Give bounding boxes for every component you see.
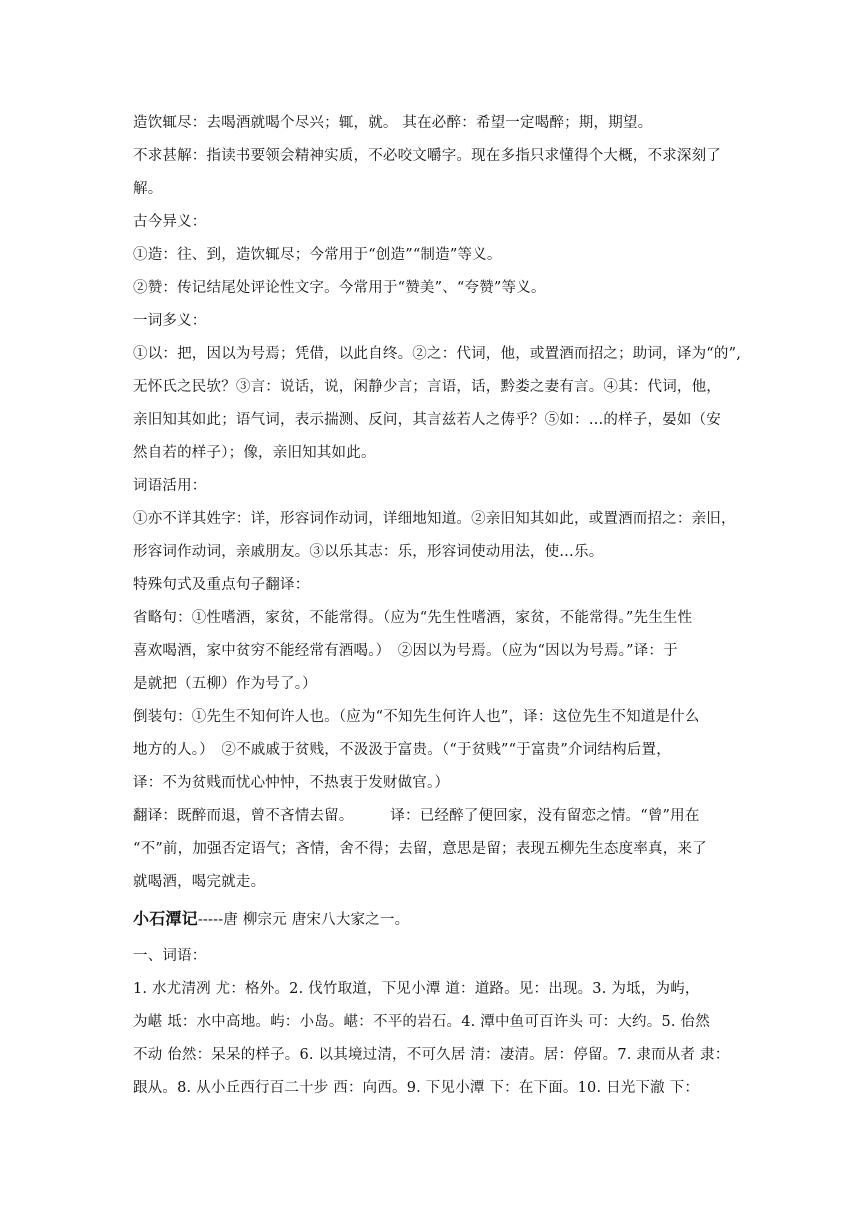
text-line: 是就把（五柳）作为号了。） [133,676,317,692]
text-line: 无怀氏之民欤？③言：说话，说，闲静少言；言语，话，黔娄之妻有言。④其：代词，他， [133,379,721,395]
text-line: 地方的人。） ②不戚戚于贫贱，不汲汲于富贵。（“于贫贱”“于富贵”介词结构后置， [133,742,671,758]
heading-line: 古今异义： [133,214,207,230]
text-line: 跟从。8. 从小丘西行百二十步 西：向西。9. 下见小潭 下：在下面。10. 日光下澈 下： [133,1080,700,1096]
text-line: 1. 水尤清冽 尤：格外。2. 伐竹取道，下见小潭 道：道路。见：出现。3. 为坻，为屿， [133,981,700,997]
text-line: 就喝酒，喝完就走。 [133,874,266,890]
text-line: 亲旧知其如此；语气词，表示揣测、反问，其言兹若人之俦乎？⑤如：…的样子，晏如（安 [133,412,721,428]
text-line: 不动 佁然：呆呆的样子。6. 以其境过清，不可久居 清：凄清。居：停留。7. 隶而从者 隶： [133,1047,730,1063]
heading-line: 词语活用： [133,478,207,494]
heading-line: 一、词语： [133,948,207,964]
section-title-subtitle: -----唐 柳宗元 唐宋八大家之一。 [197,912,410,928]
section-title-main: 小石潭记 [133,909,198,928]
text-line: 翻译：既醉而退，曾不吝情去留。 译：已经醉了便回家，没有留恋之情。“曾”用在 [133,808,700,824]
heading-line: 特殊句式及重点句子翻译： [133,577,310,593]
text-line: ①以：把，因以为号焉；凭借，以此自终。②之：代词，他，或置酒而招之；助词，译为“的”, [133,346,742,362]
text-line: ②赞：传记结尾处评论性文字。今常用于“赞美”、“夸赞”等义。 [133,280,546,296]
text-line: 解。 [133,181,163,197]
section-title [133,899,737,940]
text-line: 形容词作动词，亲戚朋友。③以乐其志：乐，形容词使动用法，使…乐。 [133,544,604,560]
document-body [133,107,742,1105]
text-line: 造饮辄尽：去喝酒就喝个尽兴；辄，就。 其在必醉：希望一定喝醉；期，期望。 [133,115,653,131]
text-line: 然自若的样子）；像，亲旧知其如此。 [133,445,376,461]
text-line: 省略句：①性嗜酒，家贫，不能常得。（应为“先生性嗜酒，家贫，不能常得。”先生生性 [133,610,693,626]
text-line: ①造：往、到，造饮辄尽；今常用于“创造”“制造”等义。 [133,247,502,263]
heading-line: 一词多义： [133,313,207,329]
text-line: “不”前，加强否定语气；吝情，舍不得；去留，意思是留；表现五柳先生态度率真，来了 [133,841,707,857]
text-line: ①亦不详其姓字：详，形容词作动词，详细地知道。②亲旧知其如此，或置酒而招之：亲旧， [133,511,736,527]
text-line: 喜欢喝酒，家中贫穷不能经常有酒喝。） ②因以为号焉。（应为“因以为号焉。”译：于 [133,643,678,659]
text-line: 不求甚解：指读书要领会精神实质，不必咬文嚼字。现在多指只求懂得个大概，不求深刻了 [133,148,721,164]
text-line: 倒装句：①先生不知何许人也。（应为“不知先生何许人也”，译：这位先生不知道是什么 [133,709,700,725]
text-line: 为嵁 坻：水中高地。屿：小岛。嵁：不平的岩石。4. 潭中鱼可百许头 可：大约。5. 佁然 [133,1014,710,1030]
text-line: 译：不为贫贱而忧心忡忡，不热衷于发财做官。） [133,775,450,791]
